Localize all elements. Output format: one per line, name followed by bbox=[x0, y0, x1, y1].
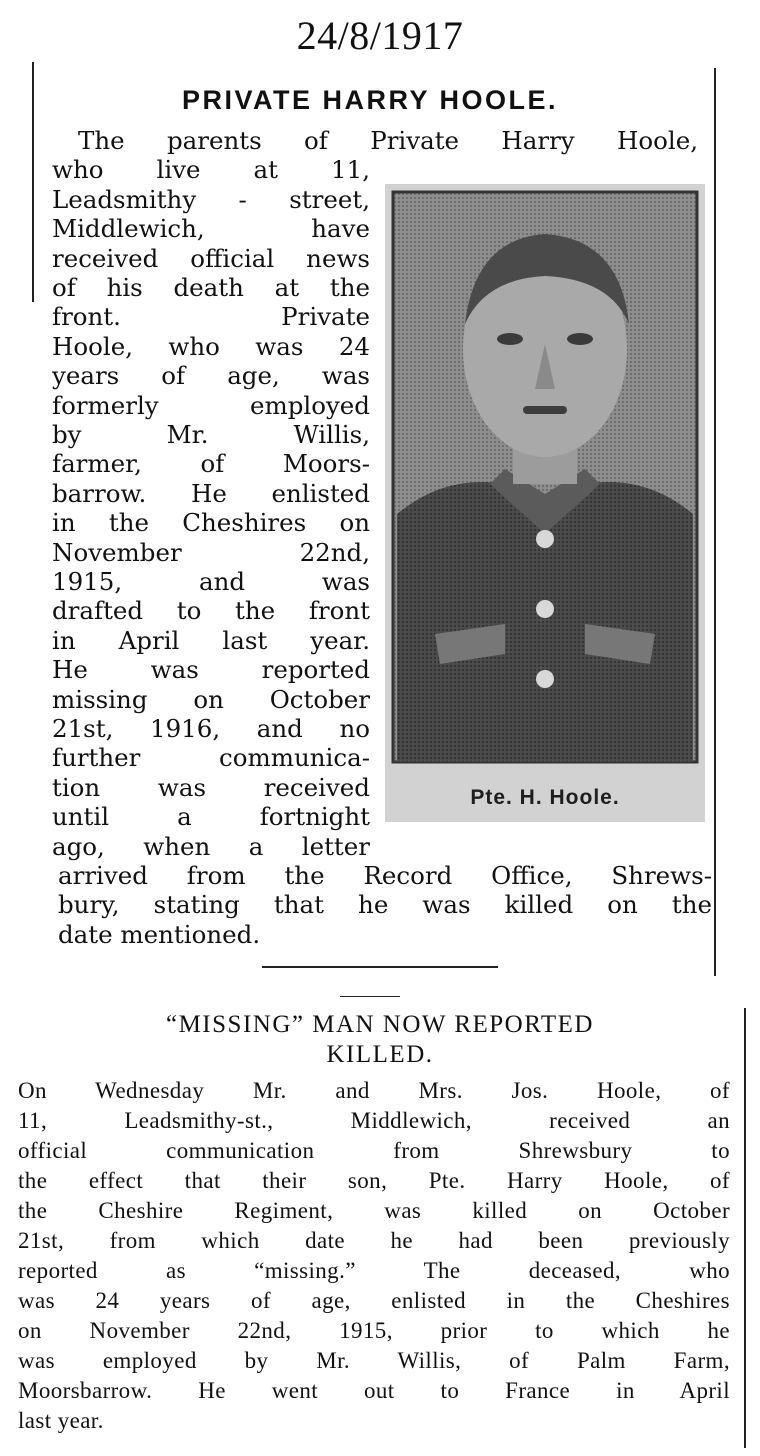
article1-line: Middlewich, have bbox=[52, 214, 370, 244]
article2-headline-line2: KILLED. bbox=[326, 1041, 434, 1068]
article1-line: further communica- bbox=[52, 743, 370, 773]
article1-line: in April last year. bbox=[52, 625, 370, 655]
article1-left-rule bbox=[32, 62, 34, 302]
article2-line: official communication from Shrewsbury to bbox=[18, 1138, 730, 1163]
article1-line: who live at 11, bbox=[52, 155, 370, 185]
article1-line: years of age, was bbox=[52, 361, 370, 391]
article2-line: On Wednesday Mr. and Mrs. Jos. Hoole, of bbox=[18, 1078, 730, 1103]
soldier-portrait-image bbox=[385, 184, 705, 822]
article2-line: the Cheshire Regiment, was killed on October bbox=[18, 1198, 730, 1223]
article1-line: by Mr. Willis, bbox=[52, 420, 370, 449]
article2-right-rule bbox=[744, 1008, 746, 1448]
article1-line: drafted to the front bbox=[52, 596, 370, 626]
article1-line: front. Private bbox=[52, 302, 370, 332]
article1-line: missing on October bbox=[52, 684, 370, 714]
article1-line: ago, when a letter bbox=[52, 831, 370, 861]
article1-line: formerly employed bbox=[52, 390, 370, 420]
article2-headline-line1: “MISSING” MAN NOW REPORTED bbox=[165, 1011, 594, 1038]
photo-caption: Pte. H. Hoole. bbox=[470, 786, 620, 809]
article1-headline: PRIVATE HARRY HOOLE. bbox=[181, 85, 559, 115]
article1-line: Leadsmithy - street, bbox=[52, 184, 370, 214]
article1-line: received official news bbox=[52, 243, 370, 273]
article1-right-rule bbox=[714, 68, 716, 976]
article1-line: in the Cheshires on bbox=[52, 508, 370, 538]
article1-line: date mentioned. bbox=[58, 919, 261, 949]
article-divider bbox=[262, 966, 498, 968]
article1-line: The parents of Private Harry Hoole, bbox=[78, 126, 698, 155]
article2-line: Moorsbarrow. He went out to France in April bbox=[18, 1378, 730, 1403]
article2-line: last year. bbox=[18, 1408, 104, 1433]
article-divider-short bbox=[340, 996, 400, 997]
article2-line: the effect that their son, Pte. Harry Hoole, of bbox=[18, 1168, 730, 1193]
article1-line: 1915, and was bbox=[52, 567, 370, 596]
article2-line: 11, Leadsmithy-st., Middlewich, received an bbox=[18, 1108, 730, 1133]
article1-line: November 22nd, bbox=[52, 537, 370, 567]
article2-line: was 24 years of age, enlisted in the Cheshires bbox=[18, 1288, 730, 1313]
soldier-portrait bbox=[385, 184, 705, 822]
article1-line: of his death at the bbox=[52, 273, 370, 302]
article1-line: 21st, 1916, and no bbox=[52, 714, 370, 743]
article1-line: barrow. He enlisted bbox=[52, 478, 370, 508]
article1-line: tion was received bbox=[52, 772, 370, 802]
article1-line: until a fortnight bbox=[52, 802, 370, 832]
article2-line: 21st, from which date he had been previously bbox=[18, 1228, 730, 1253]
date-header: 24/8/1917 bbox=[296, 13, 464, 58]
article1-line: Hoole, who was 24 bbox=[52, 331, 370, 361]
article1-line: arrived from the Record Office, Shrews- bbox=[58, 861, 712, 890]
article2-line: on November 22nd, 1915, prior to which he bbox=[18, 1318, 730, 1343]
article2-line: was employed by Mr. Willis, of Palm Farm, bbox=[18, 1348, 730, 1373]
article2-line: reported as “missing.” The deceased, who bbox=[18, 1258, 730, 1283]
article1-line: He was reported bbox=[52, 655, 370, 685]
article1-line: bury, stating that he was killed on the bbox=[58, 890, 712, 920]
article1-line: farmer, of Moors- bbox=[52, 449, 370, 479]
